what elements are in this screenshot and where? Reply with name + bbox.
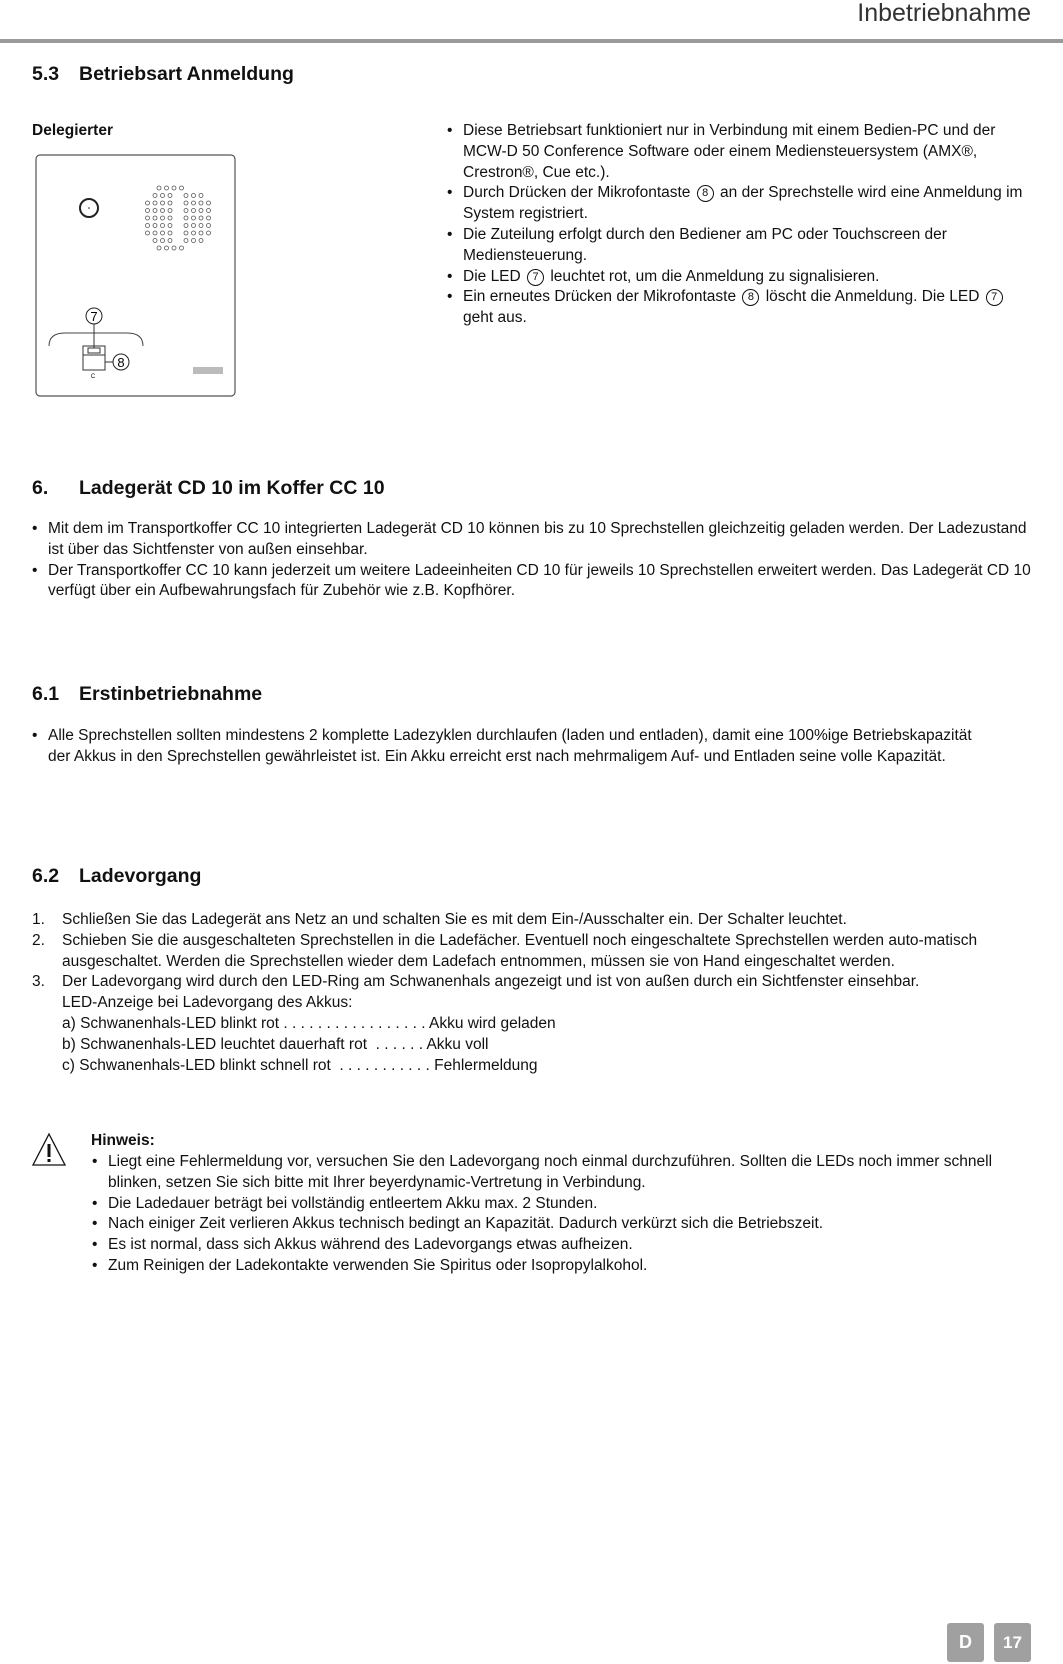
charging-steps	[32, 910, 1032, 1076]
s53-bullets	[447, 121, 1027, 329]
list-item: • Der Transportkoffer CC 10 kann jederzeit um weitere Ladeeinheiten CD 10 für jeweils 10 Sprechstellen erweitert werden. Das Ladegerät CD 10 verfügt über ein Aufbewahrungsfach für Zubehör wie z.B. Kopfhörer.	[32, 561, 1032, 603]
list-item: • Die LED 7 leuchtet rot, um die Anmeldung zu signalisieren.	[447, 267, 1027, 288]
section-heading-6-1: 6.1 Erstinbetriebnahme	[32, 683, 263, 705]
note-bullets	[92, 1152, 1022, 1277]
list-item: • Alle Sprechstellen sollten mindestens 2 komplette Ladezyklen durchlaufen (laden und entladen), damit eine 100%ige Betriebskapazität der Akkus in den Sprechstellen gewährleistet ist. Ein Akku erreicht erst nach mehrmaligem Auf- und Entladen seine volle Kapazität.	[32, 726, 992, 768]
led-callout-7: 7	[90, 309, 98, 324]
brand-logo	[193, 367, 223, 374]
list-item: • Die Zuteilung erfolgt durch den Bediener am PC oder Touchscreen der Mediensteuerung.	[447, 225, 1027, 267]
warning-icon	[31, 1132, 67, 1168]
led-ref: 7	[527, 269, 544, 286]
page-number: 17	[994, 1623, 1031, 1662]
delegate-label: Delegierter	[32, 122, 113, 139]
language-badge: D	[947, 1623, 984, 1662]
led-status-b: b) Schwanenhals-LED leuchtet dauerhaft rot . . . . . . Akku voll	[62, 1035, 489, 1053]
led-status-a: a) Schwanenhals-LED blinkt rot . . . . . . . . . . . . . . . . . Akku wird geladen	[62, 1014, 556, 1032]
section-heading-6: 6. Ladegerät CD 10 im Koffer CC 10	[32, 477, 385, 499]
note-title: Hinweis:	[91, 1132, 155, 1149]
running-header: Inbetriebnahme	[857, 0, 1031, 27]
mic-button-ref: 8	[742, 289, 759, 306]
list-item: • Durch Drücken der Mikrofontaste 8 an der Sprechstelle wird eine Anmeldung im System registriert.	[447, 183, 1027, 225]
led-ref: 7	[986, 289, 1003, 306]
list-item: • Nach einiger Zeit verlieren Akkus technisch bedingt an Kapazität. Dadurch verkürzt sich die Betriebszeit.	[92, 1214, 1022, 1235]
led-status-c: c) Schwanenhals-LED blinkt schnell rot . . . . . . . . . . . Fehlermeldung	[62, 1056, 538, 1074]
list-item: • Diese Betriebsart funktioniert nur in Verbindung mit einem Bedien-PC und der MCW-D 50 Conference Software oder einem Mediensteuersystem (AMX®, Crestron®, Cue etc.).	[447, 121, 1027, 183]
button-label: C	[90, 374, 96, 380]
button-callout-8: 8	[117, 355, 125, 370]
list-item: • Ein erneutes Drücken der Mikrofontaste 8 löscht die Anmeldung. Die LED 7 geht aus.	[447, 287, 1027, 329]
list-item: • Die Ladedauer beträgt bei vollständig entleertem Akku max. 2 Stunden.	[92, 1194, 1022, 1215]
device-illustration	[35, 154, 237, 398]
step-item: 3. Der Ladevorgang wird durch den LED-Ring am Schwanenhals angezeigt und ist von außen durch ein Sichtfenster einsehbar. LED-Anzeige bei Ladevorgang des Akkus: a) Schwanenhals-LED blinkt rot . . . . . . . . . . . . . . . . . Akku wird geladen b) Schwanenhals-LED leuchtet dauerhaft rot . . . . . . Akku voll c) Schwanenhals-LED blinkt schnell rot . . . . . . . . . . . Fehlermeldung	[32, 972, 1032, 1076]
s6-bullets	[32, 519, 1032, 602]
section-heading-5-3: 5.3 Betriebsart Anmeldung	[32, 63, 294, 85]
step-item: 1. Schließen Sie das Ladegerät ans Netz an und schalten Sie es mit dem Ein-/Ausschalter ein. Der Schalter leuchtet.	[32, 911, 847, 928]
step-item: 2. Schieben Sie die ausgeschalteten Sprechstellen in die Ladefächer. Eventuell noch eingeschaltete Sprechstellen werden auto-matisch ausgeschaltet. Werden die Sprechstellen wieder dem Ladefach entnommen, müssen sie von Hand eingeschaltet werden.	[32, 931, 978, 970]
mic-button-ref: 8	[697, 185, 714, 202]
list-item: • Liegt eine Fehlermeldung vor, versuchen Sie den Ladevorgang noch einmal durchzuführen. Sollten die LEDs noch immer schnell blinken, setzen Sie sich bitte mit Ihrer beyerdynamic-Vertretung in Verbindung.	[92, 1152, 1022, 1194]
header-rule	[0, 39, 1063, 43]
section-heading-6-2: 6.2 Ladevorgang	[32, 865, 202, 887]
list-item: • Es ist normal, dass sich Akkus während des Ladevorgangs etwas aufheizen.	[92, 1235, 1022, 1256]
list-item: • Mit dem im Transportkoffer CC 10 integrierten Ladegerät CD 10 können bis zu 10 Sprechstellen gleichzeitig geladen werden. Der Ladezustand ist über das Sichtfenster von außen einsehbar.	[32, 519, 1032, 561]
list-item: • Zum Reinigen der Ladekontakte verwenden Sie Spiritus oder Isopropylalkohol.	[92, 1256, 1022, 1277]
s61-bullets	[32, 726, 992, 768]
